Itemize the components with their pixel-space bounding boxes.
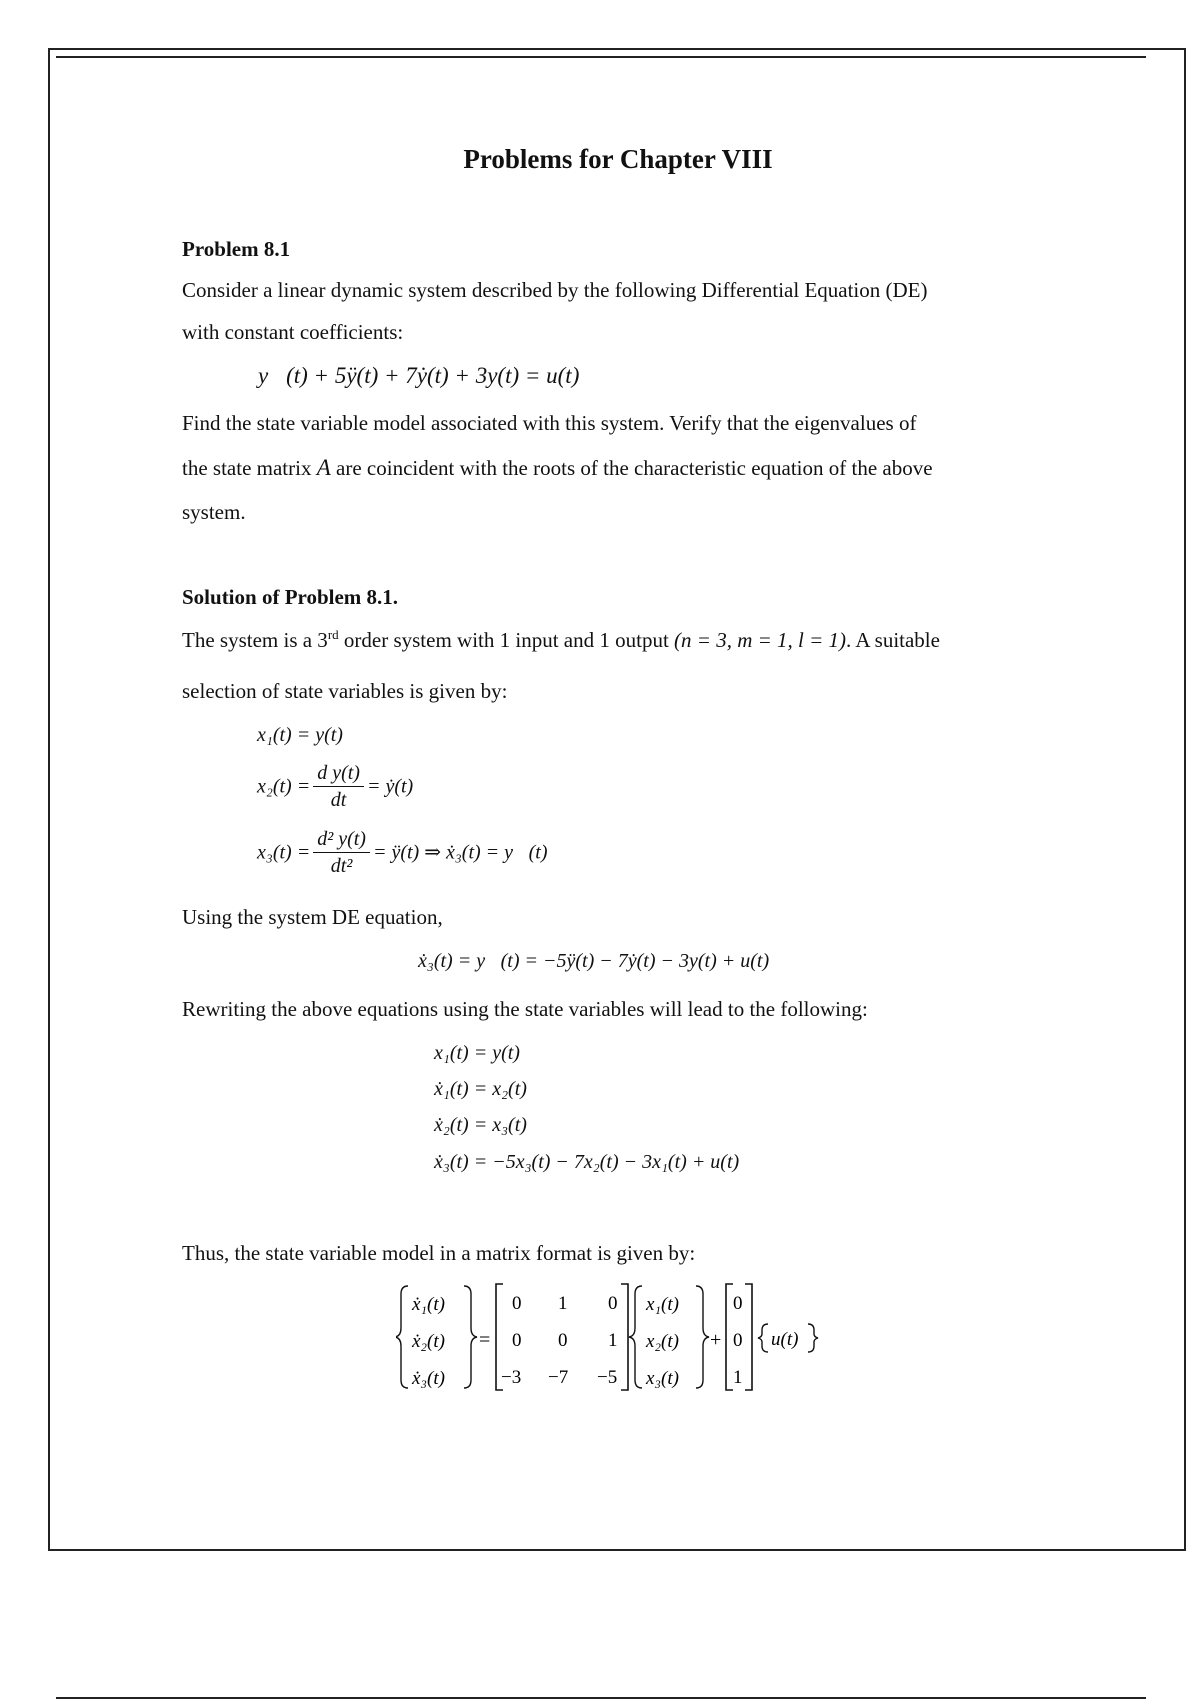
b-vector-entry-2: 0 xyxy=(733,1330,743,1351)
find-line2-post: are coincident with the roots of the characteristic equation of the above xyxy=(330,456,933,480)
a-matrix-r3c3: −5 xyxy=(597,1367,618,1388)
top-rule xyxy=(56,56,1146,58)
de-equation: ẋ₃(t) = y⃛(t) = −5ÿ(t) − 7ẏ(t) − 3y(t) + u(t) xyxy=(418,950,770,972)
lhs-right-brace xyxy=(464,1286,477,1388)
b-vector-entry-3: 1 xyxy=(733,1367,743,1388)
problem-find-line1: Find the state variable model associated with this system. Verify that the eigenvalues of xyxy=(182,411,917,435)
a-matrix-r2c1: 0 xyxy=(512,1330,522,1351)
bottom-rule xyxy=(56,1697,1146,1699)
rewriting-text: Rewriting the above equations using the state variables will lead to the following: xyxy=(182,997,868,1021)
def-x3-numerator: d² y(t) xyxy=(313,826,370,853)
problem-heading: Problem 8.1 xyxy=(182,237,291,261)
problem-text-line2: with constant coefficients: xyxy=(182,320,404,344)
lhs-entry-1: ẋ₁(t) xyxy=(412,1294,445,1315)
system-parameters: (n = 3, m = 1, l = 1) xyxy=(674,628,847,652)
state-matrix-symbol: A xyxy=(316,455,331,480)
b-vector-left-bracket xyxy=(726,1284,733,1390)
def-x2-lhs: x₂(t) = xyxy=(257,775,311,798)
x-vector-entry-3: x₃(t) xyxy=(646,1368,679,1389)
a-matrix-r3c1: −3 xyxy=(501,1367,522,1388)
equals-sign: = xyxy=(479,1329,491,1351)
solution-line1-pre: The system is a 3 xyxy=(182,628,328,652)
state-def-x1: x₁(t) = y(t) xyxy=(257,724,343,746)
a-matrix-r2c2: 0 xyxy=(558,1330,568,1351)
b-vector-right-bracket xyxy=(745,1284,752,1390)
state-eq-3: ẋ₂(t) = x₃(t) xyxy=(434,1114,527,1136)
x-vector-left-brace xyxy=(629,1286,642,1388)
find-line2-pre: the state matrix xyxy=(182,456,317,480)
page-title: Problems for Chapter VIII xyxy=(463,144,773,174)
a-matrix-r1c2: 1 xyxy=(558,1293,568,1314)
def-x2-fraction xyxy=(313,760,364,813)
a-matrix-r3c2: −7 xyxy=(548,1367,569,1388)
u-left-brace xyxy=(758,1324,768,1352)
def-x3-denominator: dt² xyxy=(330,855,353,877)
ordinal-superscript: rd xyxy=(327,627,339,642)
solution-line1-post: . A suitable xyxy=(846,628,940,652)
b-vector-entry-1: 0 xyxy=(733,1293,743,1314)
solution-line1 xyxy=(182,627,940,653)
x-vector-entry-2: x₂(t) xyxy=(646,1331,679,1352)
state-eq-2: ẋ₁(t) = x₂(t) xyxy=(434,1078,527,1100)
state-matrix-equation xyxy=(396,1280,856,1394)
def-x2-numerator: d y(t) xyxy=(313,760,364,787)
solution-heading: Solution of Problem 8.1. xyxy=(182,585,399,609)
lhs-entry-2: ẋ₂(t) xyxy=(412,1331,445,1352)
plus-sign: + xyxy=(710,1329,722,1351)
x-vector-right-brace xyxy=(696,1286,709,1388)
a-matrix-r1c1: 0 xyxy=(512,1293,522,1314)
state-eq-1: x₁(t) = y(t) xyxy=(434,1042,520,1064)
u-right-brace xyxy=(808,1324,818,1352)
x-vector-entry-1: x₁(t) xyxy=(646,1294,679,1315)
input-u: u(t) xyxy=(771,1329,799,1350)
using-text: Using the system DE equation, xyxy=(182,905,443,929)
state-eq-4: ẋ₃(t) = −5x₃(t) − 7x₂(t) − 3x₁(t) + u(t) xyxy=(434,1151,740,1173)
solution-line1-mid: order system with 1 input and 1 output xyxy=(338,628,675,652)
a-matrix-r1c3: 0 xyxy=(608,1293,618,1314)
problem-text-line1: Consider a linear dynamic system described by the following Differential Equation (DE) xyxy=(182,278,928,302)
state-def-x2 xyxy=(257,760,413,813)
thus-text: Thus, the state variable model in a matrix format is given by: xyxy=(182,1241,696,1265)
problem-find-line3: system. xyxy=(182,500,246,524)
problem-equation: y⃛(t) + 5ÿ(t) + 7ẏ(t) + 3y(t) = u(t) xyxy=(258,363,580,388)
def-x3-lhs: x₃(t) = xyxy=(257,841,311,864)
solution-line2: selection of state variables is given by: xyxy=(182,679,508,703)
state-def-x3 xyxy=(257,826,547,879)
lhs-entry-3: ẋ₃(t) xyxy=(412,1368,445,1389)
def-x2-denominator: dt xyxy=(330,789,347,811)
def-x3-rhs: = ÿ(t) ⇒ ẋ₃(t) = y⃛(t) xyxy=(372,841,548,864)
problem-find-line2 xyxy=(182,455,933,481)
a-matrix-right-bracket xyxy=(621,1284,628,1390)
def-x3-fraction xyxy=(313,826,370,879)
def-x2-rhs: = ẏ(t) xyxy=(366,775,414,798)
a-matrix-r2c3: 1 xyxy=(608,1330,618,1351)
lhs-left-brace xyxy=(396,1286,408,1388)
